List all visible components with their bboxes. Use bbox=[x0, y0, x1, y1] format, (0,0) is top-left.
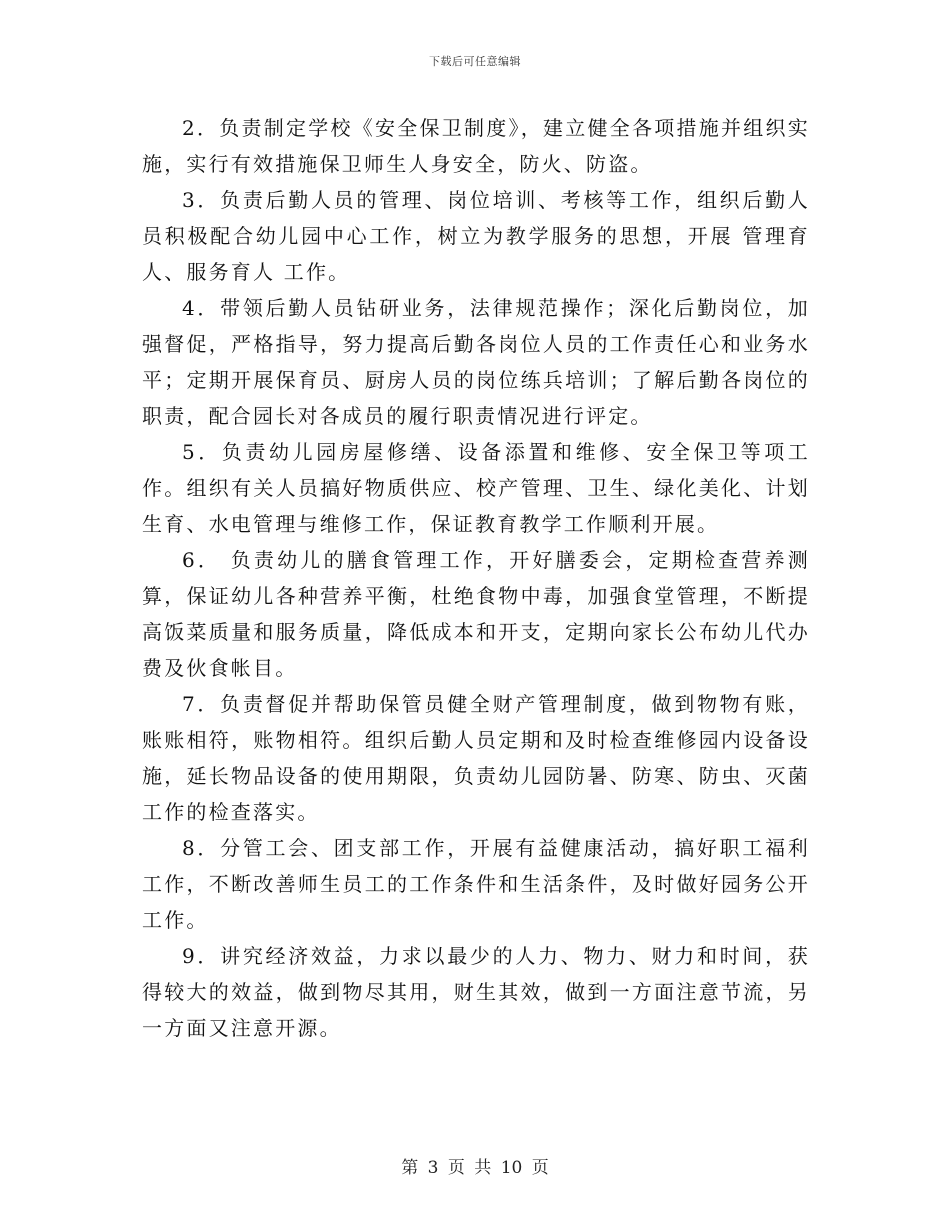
page-number-footer: 第 3 页 共 10 页 bbox=[401, 1158, 549, 1178]
paragraph-item-2: 2．负责制定学校《安全保卫制度》，建立健全各项措施并组织实施，实行有效措施保卫师生人身安全，防火、防盗。 bbox=[142, 116, 810, 176]
page-header: 下载后可任意编辑 bbox=[429, 55, 521, 68]
paragraph-item-8: 8．分管工会、团支部工作，开展有益健康活动，搞好职工福利工作，不断改善师生员工的工作条件和生活条件，及时做好园务公开工作。 bbox=[142, 836, 810, 932]
paragraph-item-5: 5．负责幼儿园房屋修缮、设备添置和维修、安全保卫等项工作。组织有关人员搞好物质供应、校产管理、卫生、绿化美化、计划生育、水电管理与维修工作，保证教育教学工作顺利开展。 bbox=[142, 440, 810, 536]
paragraph-item-6: 6． 负责幼儿的膳食管理工作，开好膳委会，定期检查营养测算，保证幼儿各种营养平衡，杜绝食物中毒，加强食堂管理，不断提高饭菜质量和服务质量，降低成本和开支，定期向家长公布幼儿代办费及伙食帐目。 bbox=[142, 548, 810, 680]
paragraph-item-9: 9．讲究经济效益，力求以最少的人力、物力、财力和时间，获得较大的效益，做到物尽其用，财生其效，做到一方面注意节流，另一方面又注意开源。 bbox=[142, 944, 810, 1040]
paragraph-item-3: 3．负责后勤人员的管理、岗位培训、考核等工作，组织后勤人员积极配合幼儿园中心工作，树立为教学服务的思想，开展 管理育人、服务育人 工作。 bbox=[142, 188, 810, 284]
paragraph-item-7: 7．负责督促并帮助保管员健全财产管理制度，做到物物有账，账账相符，账物相符。组织后勤人员定期和及时检查维修园内设备设施，延长物品设备的使用期限，负责幼儿园防暑、防寒、防虫、灭菌工作的检查落实。 bbox=[142, 692, 810, 824]
document-body bbox=[142, 110, 810, 1046]
paragraph-item-4: 4．带领后勤人员钻研业务，法律规范操作；深化后勤岗位，加强督促，严格指导，努力提高后勤各岗位人员的工作责任心和业务水平；定期开展保育员、厨房人员的岗位练兵培训；了解后勤各岗位的职责，配合园长对各成员的履行职责情况进行评定。 bbox=[142, 296, 810, 428]
